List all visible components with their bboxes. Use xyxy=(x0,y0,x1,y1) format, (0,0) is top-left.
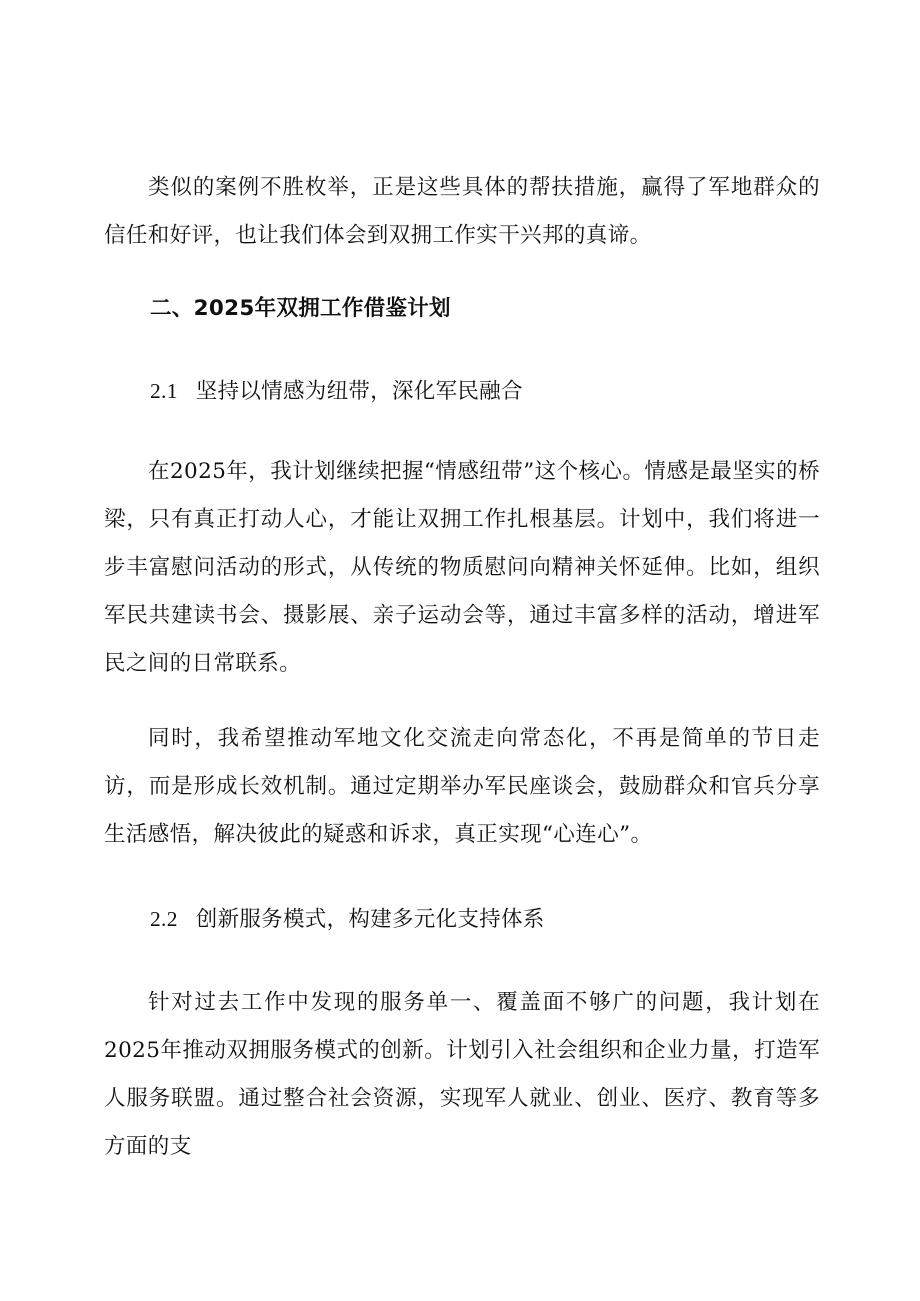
subsection-title: 坚持以情感为纽带，深化军民融合 xyxy=(195,379,523,404)
subsection-heading-2-2 xyxy=(150,904,545,935)
subsection-title: 创新服务模式，构建多元化支持体系 xyxy=(195,907,545,932)
section-heading-2025-plan: 二、2025年双拥工作借鉴计划 xyxy=(150,296,451,321)
subsection-number: 2.1 xyxy=(150,379,178,403)
paragraph-case-summary: 类似的案例不胜枚举，正是这些具体的帮扶措施，赢得了军地群众的信任和好评，也让我们体会到双拥工作实干兴邦的真谛。 xyxy=(104,175,820,248)
subsection-heading-2-1 xyxy=(150,376,523,407)
paragraph-cultural-exchange: 同时，我希望推动军地文化交流走向常态化，不再是简单的节日走访，而是形成长效机制。通过定期举办军民座谈会，鼓励群众和官兵分享生活感悟，解决彼此的疑惑和诉求，真正实现“心连心”。 xyxy=(104,726,820,847)
subsection-number: 2.2 xyxy=(150,907,178,931)
paragraph-service-innovation: 针对过去工作中发现的服务单一、覆盖面不够广的问题，我计划在2025年推动双拥服务模式的创新。计划引入社会组织和企业力量，打造军人服务联盟。通过整合社会资源，实现军人就业、创业、医疗、教育等多方面的支 xyxy=(104,990,820,1159)
paragraph-emotional-bond: 在2025年，我计划继续把握“情感纽带”这个核心。情感是最坚实的桥梁，只有真正打动人心，才能让双拥工作扎根基层。计划中，我们将进一步丰富慰问活动的形式，从传统的物质慰问向精神关怀延伸。比如，组织军民共建读书会、摄影展、亲子运动会等，通过丰富多样的活动，增进军民之间的日常联系。 xyxy=(104,459,820,676)
